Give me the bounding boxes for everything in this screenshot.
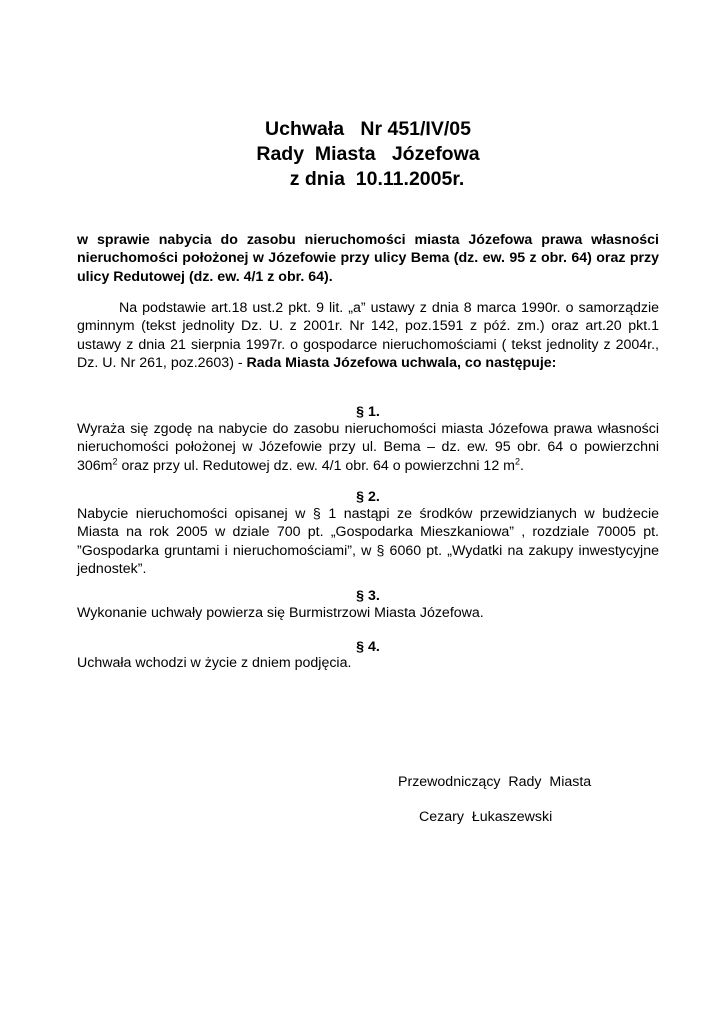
superscript-1: 2 bbox=[112, 456, 118, 467]
section-1-part3: . bbox=[520, 457, 524, 474]
legal-basis-text: Na podstawie art.18 ust.2 pkt. 9 lit. „a” ustawy z dnia 8 marca 1990r. o samorządzie gminnym (tekst jednolity Dz. U. z 2001r. Nr 142, poz.1591 z póź. zm.) oraz art.20 pkt.1 ustawy z dnia 21 sierpnia 1997r. o gospodarce nieruchomościami ( tekst jednolity z 2004r., Dz. U. Nr 261, poz.2603) - bbox=[77, 300, 659, 372]
section-4-heading: § 4. bbox=[356, 639, 380, 655]
council-decision-text: Rada Miasta Józefowa uchwala, co następuje: bbox=[246, 355, 557, 372]
resolution-date: z dnia 10.11.2005r. bbox=[289, 168, 465, 190]
section-1-part2: oraz przy ul. Redutowej dz. ew. 4/1 obr. 64 o powierzchni 12 m bbox=[117, 457, 515, 474]
section-2-heading: § 2. bbox=[356, 489, 380, 505]
section-4-text: Uchwała wchodzi w życie z dniem podjęcia. bbox=[77, 655, 352, 671]
section-2-text: Nabycie nieruchomości opisanej w § 1 nastąpi ze środków przewidzianych w budżecie Miasta na rok 2005 w dziale 700 pt. „Gospodarka Mieszkaniowa” , rozdziale 70005 pt. ”Gospodarka gruntami i nieruchomościami”, w § 6060 pt. „Wydatki na zakupy inwestycyjne jednostek”. bbox=[77, 506, 659, 578]
section-1-part1: Wyraża się zgodę na nabycie do zasobu nieruchomości miasta Józefowa prawa własności nieruchomości położonej w Józefowie przy ul. Bema – dz. ew. 95 obr. 64 o powierzchni 306m bbox=[77, 421, 659, 474]
resolution-header bbox=[0, 117, 724, 192]
resolution-number: Uchwała Nr 451/IV/05 bbox=[265, 118, 471, 140]
legal-basis-paragraph bbox=[77, 299, 659, 373]
signatory-role: Przewodniczący Rady Miasta bbox=[398, 774, 592, 790]
section-3-heading: § 3. bbox=[356, 588, 380, 604]
section-1-heading: § 1. bbox=[356, 404, 380, 420]
superscript-2: 2 bbox=[514, 456, 520, 467]
council-name: Rady Miasta Józefowa bbox=[256, 143, 480, 165]
section-1-text bbox=[77, 420, 659, 475]
resolution-subject: w sprawie nabycia do zasobu nieruchomości miasta Józefowa prawa własności nieruchomości położonej w Józefowie przy ulicy Bema (dz. ew. 95 z obr. 64) oraz przy ulicy Redutowej (dz. ew. 4/1 z obr. 64). bbox=[77, 232, 659, 285]
section-3-text: Wykonanie uchwały powierza się Burmistrzowi Miasta Józefowa. bbox=[77, 605, 484, 621]
signatory-name: Cezary Łukaszewski bbox=[419, 809, 553, 825]
